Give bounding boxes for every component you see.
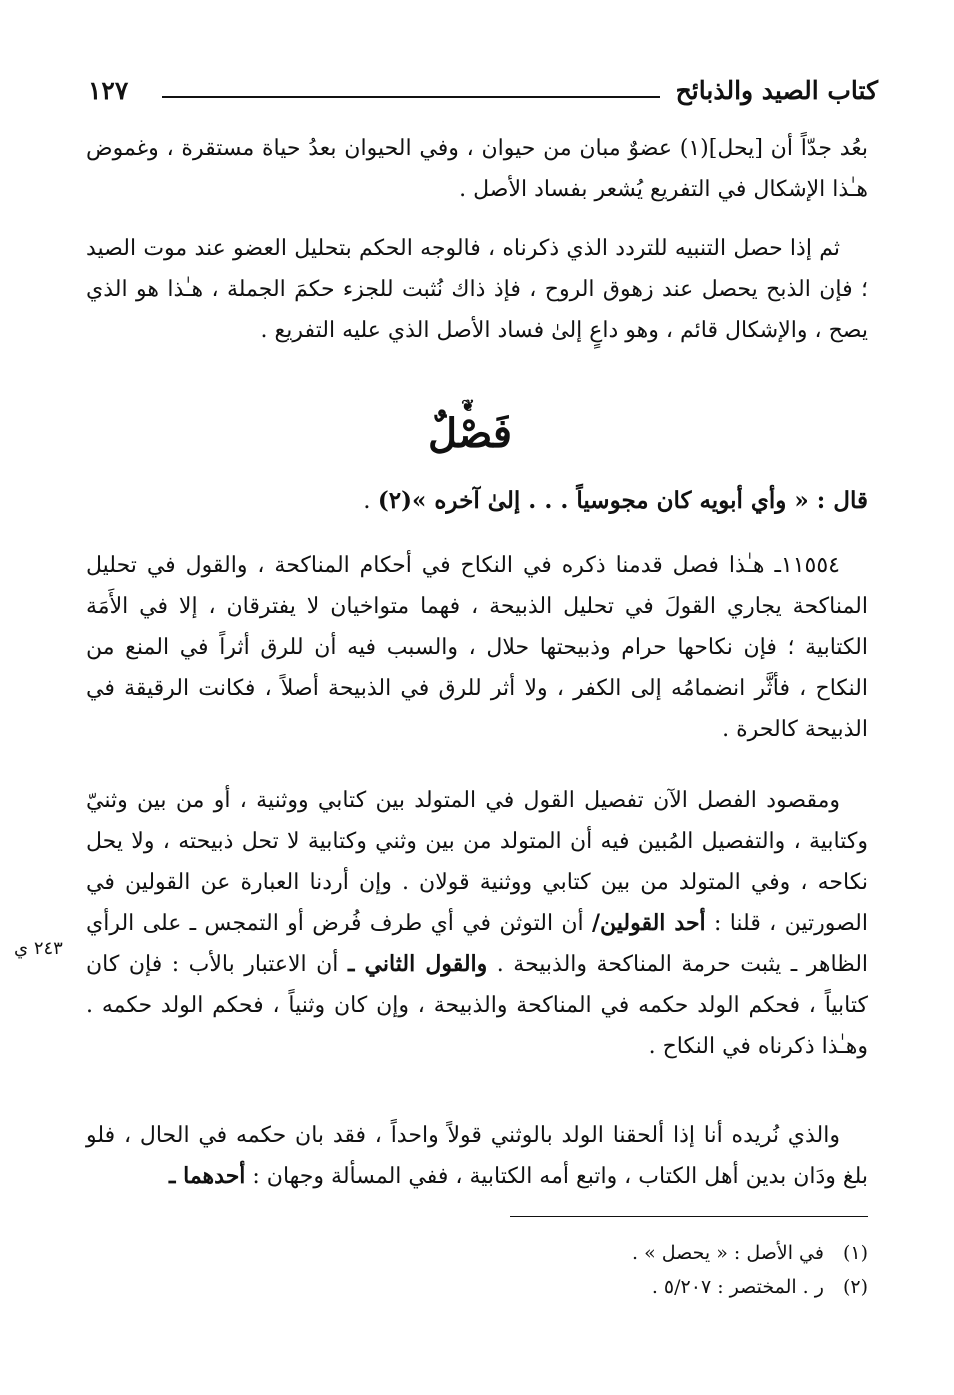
paragraph-3: ١١٥٥٤ـ هـٰذا فصل قدمنا ذكره في النكاح في أحكام المناكحة ، والقول في تحليل المناكحة يجاري القولَ في تحليل الذبيحة ، فهما متواخيان لا يفترقان ، إلا في الأَمَة الكتابية ؛ فإن نكاحها حرام وذبيحتها حلال ، والسبب فيه أن للرق أثراً في المنع من النكاح ، فأثَّر انضمامُه إلى الكفر ، ولا أثر للرق في الذبيحة أصلاً ، فكانت الرقيقة في الذبيحة كالحرة . (86, 553, 868, 742)
p4-bold-first-opinion: أحد القولين/ (591, 910, 706, 936)
paragraph-2: ثم إذا حصل التنبيه للتردد الذي ذكرناه ، فالوجه الحكم بتحليل العضو عند موت الصيد ؛ فإن الذبح يحصل عند زهوق الروح ، فإذ ذاك نُثبت للجزء حكمَ الجملة ، هـٰذا هو الذي يصح ، والإشكال قائم ، وهو داعٍ إلىٰ فساد الأصل الذي عليه التفريع . (86, 236, 868, 343)
footnote-2 (348, 1272, 868, 1302)
qal-end: . (363, 488, 378, 514)
p5-part-a: والذي نُريده أنا إذا ألحقنا الولد بالوثني قولاً واحداً ، فقد بان حكمه في الحال ، فلو بلغ ودَان بدين أهل الكتاب ، واتبع أمه الكتابية ، ففي المسألة وجهان : (86, 1123, 868, 1189)
footnote-1-number: (١) (842, 1242, 868, 1264)
margin-manuscript-ref: ٢٤٣ ي (14, 938, 63, 959)
page-number: ١٢٧ (88, 76, 129, 105)
p4-part-d: أن الاعتبار بالأب : فإن كان كتابياً ، فحكم الولد حكمه في المناكحة والذبيحة ، وإن كان وثنياً ، فحكم الولد حكمه . وهـٰذا ذكرناه في النكاح . (86, 952, 868, 1059)
paragraph-4 (86, 780, 868, 1067)
running-title: كتاب الصيد والذبائح (675, 76, 878, 105)
footnote-2-number: (٢) (842, 1276, 868, 1298)
paragraph-5 (86, 1115, 868, 1197)
header-rule (162, 96, 660, 98)
footnote-1-text: في الأصل : « يحصل » . (632, 1242, 824, 1264)
section-heading-fasl (400, 396, 540, 457)
footnote-1 (348, 1238, 868, 1268)
paragraph-1: بعُد جدّاً أن [يحل](١) عضوٌ مبان من حيوان ، وفي الحيوان بعدُ حياة مستقرة ، وغموض هـٰذا الإشكال في التفريع يُشعر بفساد الأصل . (86, 136, 868, 202)
p4-bold-second-opinion: والقول الثاني ـ (347, 951, 488, 977)
heading-ornament-icon: ❦ (461, 396, 479, 415)
p4-part-a: ومقصود الفصل الآن تفصيل القول في المتولد بين كتابي ووثنية ، أو من بين وثنيّ وكتابية ، والتفصيل المُبين فيه أن المتولد من بين وثني وكتابية لا تحل ذبيحته ، ولا يحل نكاحه ، وفي المتولد من بين كتابي ووثنية قولان . وإن أردنا العبارة عن القولين في الصورتين ، قلنا : (86, 788, 868, 936)
footnote-2-text: ر . المختصر : ٥/٢٠٧ . (651, 1276, 824, 1298)
p4-part-c: أن التوثن في أي طرف فُرض أو التمجس ـ على الرأي الظاهر ـ يثبت حرمة المناكحة والذبيحة . (86, 911, 869, 977)
fasl-heading-text: فَصْلٌ (427, 410, 513, 457)
p5-bold-first: أحدهما ـ (169, 1163, 246, 1189)
qal-text: قال : « وأي أبويه كان مجوسياً . . . إلىٰ آخره »(٢) (377, 487, 868, 514)
quoted-matn (86, 480, 868, 522)
footnote-rule (510, 1216, 868, 1217)
page-header (88, 70, 878, 114)
